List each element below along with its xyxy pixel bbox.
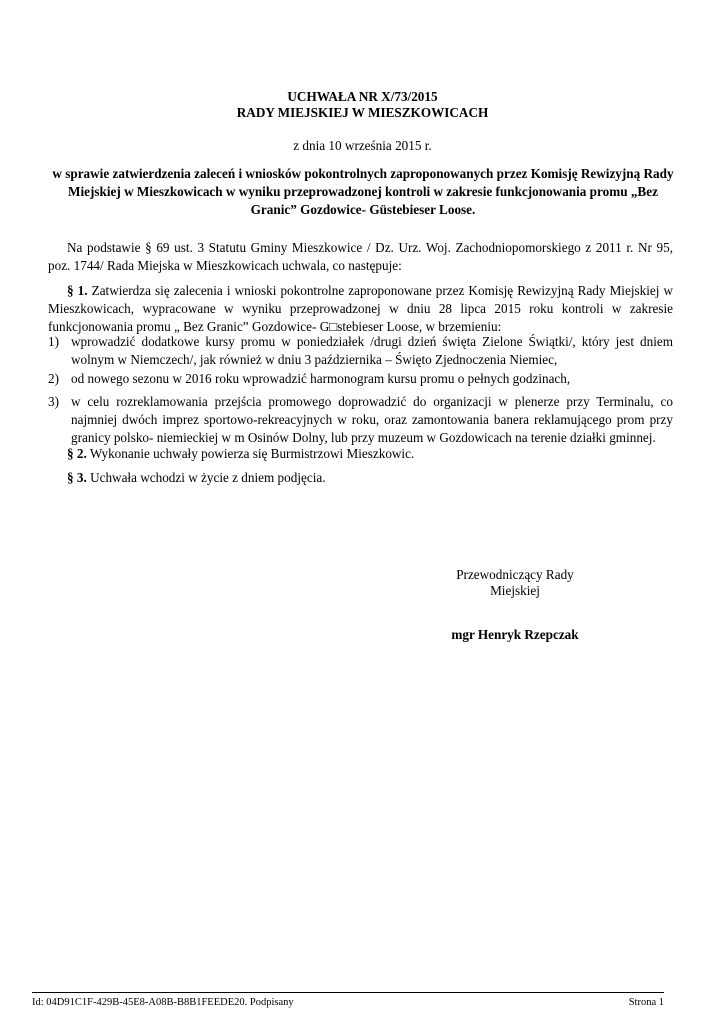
resolution-date: z dnia 10 września 2015 r. [293, 138, 432, 153]
section-1-text: Zatwierdza się zalecenia i wnioski pokontrolne zaproponowane przez Komisję Rewizyjną Rady Miejskiej w Mieszkowicach, wypracowane w wyniku przeprowadzonej w dniu 28 lipca 2015 roku kontroli w zakresie funkcjonowania promu „ Bez Granic” Gozdowice- G□stebieser Loose, w brzemieniu: [48, 283, 673, 334]
list-item-number: 1) [48, 334, 59, 349]
section-2-paragraph [48, 445, 673, 463]
section-1-paragraph [48, 282, 673, 336]
section-1-label: § 1. [67, 283, 88, 298]
legal-basis-paragraph: Na podstawie § 69 ust. 3 Statutu Gminy Mieszkowice / Dz. Urz. Woj. Zachodniopomorskiego z 2011 r. Nr 95, poz. 1744/ Rada Miejska w Mieszkowicach uchwala, co następuje: [48, 240, 673, 273]
list-item-number: 2) [48, 371, 59, 386]
section-3-text: Uchwała wchodzi w życie z dniem podjęcia. [86, 470, 326, 485]
section-2-label: § 2. [67, 446, 87, 461]
signatory-role-line2: Miejskiej [490, 583, 540, 598]
list-item-number: 3) [48, 394, 59, 409]
signatory-role-line1: Przewodniczący Rady [456, 567, 574, 582]
list-item-text: wprowadzić dodatkowe kursy promu w poniedziałek /drugi dzień święta Zielone Świątki/, który jest dniem wolnym w Niemczech/, jak również w dniu 3 października – Święto Zjednoczenia Niemiec, [71, 334, 673, 367]
signatory-name: mgr Henryk Rzepczak [451, 627, 579, 642]
document-id: Id: 04D91C1F-429B-45E8-A08B-B8B1FEEDE20. Podpisany [32, 997, 294, 1008]
section-3-label: § 3. [67, 470, 87, 485]
council-name: RADY MIEJSKIEJ W MIESZKOWICACH [236, 105, 489, 120]
list-item-text: w celu rozreklamowania przejścia promowego doprowadzić do organizacji w plenerze przy Terminalu, co najmniej dwóch imprez sportowo-rekreacyjnych w roku, oraz zamontowania banera reklamującego prom przy granicy polsko- niemieckiej w m Osinów Dolny, lub przy muzeum w Gozdowicach na terenie działki gminnej. [71, 394, 673, 445]
list-item-text: od nowego sezonu w 2016 roku wprowadzić harmonogram kursu promu o pełnych godzinach, [71, 371, 571, 386]
section-2-text: Wykonanie uchwały powierza się Burmistrzowi Mieszkowic. [86, 446, 415, 461]
footer-divider [32, 992, 664, 993]
resolution-subject: w sprawie zatwierdzenia zaleceń i wniosków pokontrolnych zaproponowanych przez Komisję Rewizyjną Rady Miejskiej w Mieszkowicach w wyniku przeprowadzonej kontroli w zakresie funkcjonowania promu „Bez Granic” Gozdowice- Güstebieser Loose. [52, 166, 674, 217]
section-3-paragraph [48, 469, 673, 487]
resolution-number: UCHWAŁA NR X/73/2015 [287, 89, 438, 104]
page-number: Strona 1 [628, 997, 664, 1008]
